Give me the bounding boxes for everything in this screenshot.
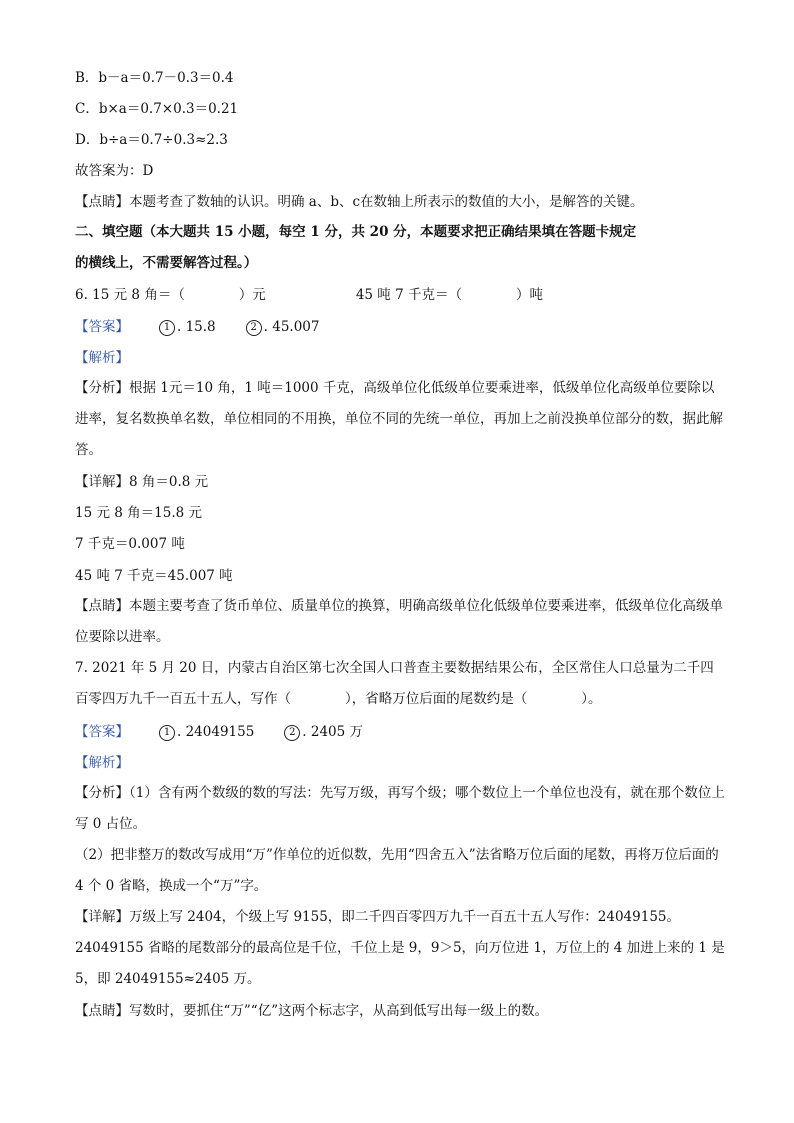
q6-detail-4: 45 吨 7 千克＝45.007 吨 [75,568,233,584]
answer-label: 【答案】 [75,724,129,740]
q6-part2: 45 吨 7 千克＝（ ）吨 [355,287,543,303]
q7-answer-2: . 2405 万 [302,724,364,740]
q7-answer-1: . 24049155 [177,724,255,740]
q6-detail-2: 15 元 8 角＝15.8 元 [75,505,202,521]
q7-stem: 7. 2021 年 5 月 20 日，内蒙古自治区第七次全国人口普查主要数据结果公布，全区常住人口总量为二千四百零四万九千一百五十五人，写作（ ），省略万位后面的尾数约是（ ）。 [75,660,714,707]
circle-number-2: 2 [284,725,300,741]
circle-number-2: 2 [246,320,262,336]
q6-detail-3: 7 千克＝0.007 吨 [75,536,185,552]
option-b: B．b－a＝0.7－0.3＝0.4 [75,70,234,86]
option-c: C．b×a＝0.7×0.3＝0.21 [75,101,239,117]
q6-analysis-label: 【解析】 [75,350,129,366]
circle-number-1: 1 [159,320,175,336]
q7-fenxi: 【分析】（1）含有两个数级的数的写法：先写万级，再写个级；哪个数位上一个单位也没有，就在那个数位上写 0 占位。 [75,785,725,832]
option-d: D．b÷a＝0.7÷0.3≈2.3 [75,132,228,148]
q6-stem [75,286,725,304]
q5-comment: 【点睛】本题考查了数轴的认识。明确 a、b、c在数轴上所表示的数值的大小，是解答的关键。 [75,194,644,210]
q6-detail-1: 【详解】8 角＝0.8 元 [75,474,209,490]
section-2-heading-line1: 二、填空题（本大题共 15 小题，每空 1 分，共 20 分，本题要求把正确结果填在答题卡规定 [75,224,637,240]
q6-answer-1: . 15.8 [177,319,216,335]
circle-number-1: 1 [159,725,175,741]
q7-answer [75,723,725,741]
q7-comment: 【点睛】写数时，要抓住“万”“亿”这两个标志字，从高到低写出每一级上的数。 [75,1003,549,1019]
answer-line: 故答案为：D [75,163,154,179]
q6-answer-2: . 45.007 [263,319,320,335]
q7-detail-1: 【详解】万级上写 2404，个级上写 9155，即二千四百零四万九千一百五十五人写作：24049155。 [75,909,681,925]
q7-fenxi-2: （2）把非整万的数改写成用“万”作单位的近似数，先用“四舍五入”法省略万位后面的尾数，再将万位后面的 4 个 0 省略，换成一个“万”字。 [75,847,719,894]
q7-analysis-label: 【解析】 [75,755,129,771]
q6-comment: 【点睛】本题主要考查了货币单位、质量单位的换算，明确高级单位化低级单位要乘进率，低级单位化高级单位要除以进率。 [75,598,723,645]
q7-detail-2: 24049155 省略的尾数部分的最高位是千位，千位上是 9，9＞5，向万位进 1，万位上的 4 加进上来的 1 是 5，即 24049155≈2405 万。 [75,940,725,987]
section-2-heading-line2: 的横线上，不需要解答过程。） [75,255,258,271]
q6-part1: 6. 15 元 8 角＝（ ）元 [75,287,266,303]
answer-label: 【答案】 [75,319,129,335]
q6-answer [75,318,725,336]
q6-fenxi: 【分析】根据 1元＝10 角，1 吨＝1000 千克，高级单位化低级单位要乘进率，低级单位化高级单位要除以进率，复名数换单名数，单位相同的不用换，单位不同的先统一单位，再加上之前没换单位部分的数，据此解答。 [75,380,723,458]
